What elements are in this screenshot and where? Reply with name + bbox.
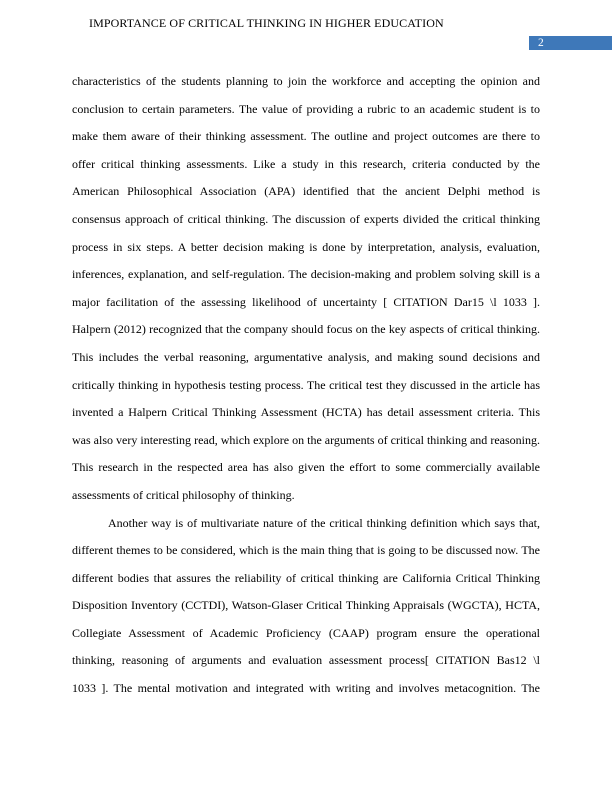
text-line: This research in the respected area has also given the effort to some commercially available	[72, 460, 540, 475]
document-body	[72, 68, 540, 703]
text-line: major facilitation of the assessing likelihood of uncertainty [ CITATION Dar15 \l 1033 ].	[72, 294, 540, 309]
text-line: invented a Halpern Critical Thinking Assessment (HCTA) has detail assessment criteria. This	[72, 405, 540, 420]
text-line: assessments of critical philosophy of thinking.	[72, 487, 295, 502]
text-line: thinking, reasoning of arguments and evaluation assessment process[ CITATION Bas12 \l	[72, 653, 540, 668]
text-line: conclusion to certain parameters. The value of providing a rubric to an academic student is to	[72, 101, 540, 116]
text-line: critically thinking in hypothesis testing process. The critical test they discussed in the article has	[72, 377, 540, 392]
text-line: process in six steps. A better decision making is done by interpretation, analysis, evaluation,	[72, 239, 540, 254]
running-head: IMPORTANCE OF CRITICAL THINKING IN HIGHER EDUCATION	[89, 16, 444, 30]
text-line: offer critical thinking assessments. Like a study in this research, criteria conducted by the	[72, 156, 540, 171]
text-line: inferences, explanation, and self-regulation. The decision-making and problem solving skill is a	[72, 267, 540, 282]
paragraph-2	[72, 510, 540, 703]
text-line: Collegiate Assessment of Academic Proficiency (CAAP) program ensure the operational	[72, 625, 540, 640]
text-line: different bodies that assures the reliability of critical thinking are California Critical Thinking	[72, 570, 540, 585]
text-line: make them aware of their thinking assessment. The outline and project outcomes are there to	[72, 129, 540, 144]
text-line: Halpern (2012) recognized that the company should focus on the key aspects of critical thinking.	[72, 322, 540, 337]
text-line: characteristics of the students planning to join the workforce and accepting the opinion and	[72, 74, 540, 88]
text-line: 1033 ]. The mental motivation and integrated with writing and involves metacognition. The	[72, 681, 540, 696]
page-number: 2	[529, 36, 612, 50]
text-line: consensus approach of critical thinking. The discussion of experts divided the critical thinking	[72, 211, 540, 226]
text-line: American Philosophical Association (APA) identified that the ancient Delphi method is	[72, 184, 540, 199]
text-line: Another way is of multivariate nature of the critical thinking definition which says that,	[108, 515, 540, 530]
paragraph-1	[72, 68, 540, 510]
text-line: different themes to be considered, which is the main thing that is going to be discussed now. The	[72, 543, 540, 558]
text-line: Disposition Inventory (CCTDI), Watson-Glaser Critical Thinking Appraisals (WGCTA), HCTA,	[72, 598, 540, 613]
text-line: was also very interesting read, which explore on the arguments of critical thinking and reasoning.	[72, 432, 540, 447]
text-line: This includes the verbal reasoning, argumentative analysis, and making sound decisions and	[72, 349, 540, 364]
